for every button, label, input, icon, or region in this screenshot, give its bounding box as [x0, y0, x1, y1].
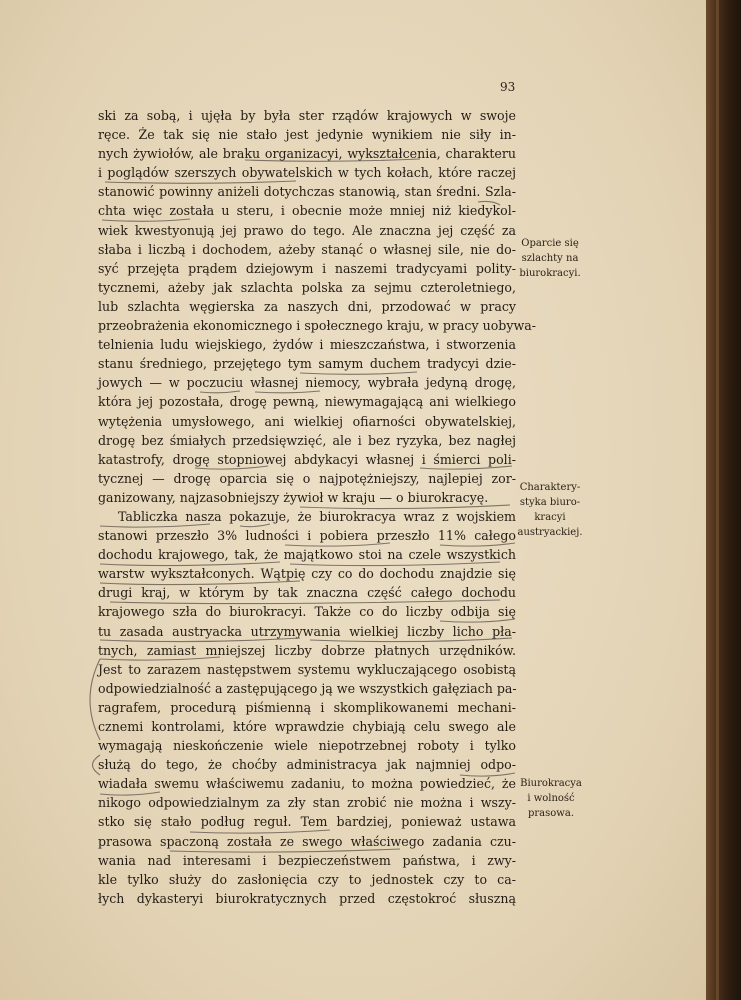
margin-note-line: Oparcie się: [521, 238, 579, 249]
text-line: chta więc została u steru, i obecnie może mniej niż kiedykol-: [98, 203, 516, 219]
text-line: wytężenia umysłowego, ani wielkiej ofiarności obywatelskiej,: [98, 413, 516, 429]
text-line: przeobrażenia ekonomicznego i społecznego kraju, w pracy uobywa-: [98, 318, 537, 334]
text-line: cznemi kontrolami, które wprawdzie chybiają celu swego ale: [98, 719, 516, 734]
margin-note-line: Charaktery-: [519, 482, 581, 493]
margin-note-line: biurokracyi.: [519, 268, 581, 279]
text-line: wania nad interesami i bezpieczeństwem państwa, i zwy-: [98, 852, 516, 868]
text-line: słaba i liczbą i dochodem, ażeby stanąć o własnej sile, nie do-: [98, 241, 516, 257]
text-line: dochodu krajowego, tak, że majątkowo stoi na czele wszystkich: [98, 547, 516, 563]
text-line: wymagają nieskończenie wiele niepotrzebnej roboty i tylko: [98, 738, 516, 754]
text-line: tycznej — drogę oparcia się o najpotężniejszy, najlepiej zor-: [98, 470, 516, 486]
text-line: wiek kwestyonują jej prawo do tego. Ale znaczna jej część za: [98, 222, 516, 238]
text-line: syć przejęta prądem dziejowym i naszemi tradycyami polity-: [98, 260, 516, 276]
text-line: kle tylko służy do zasłonięcia czy to jednostek czy to ca-: [98, 871, 516, 887]
margin-note-line: szlachty na: [521, 253, 579, 264]
paragraph-first-line: Tabliczka nasza pokazuje, że biurokracya wraz z wojskiem: [118, 508, 516, 524]
text-line: tycznemi, ażeby jak szlachta polska za sejmu czteroletniego,: [98, 279, 516, 295]
text-line: stanowić powinny aniżeli dotychczas stanowią, stan średni. Szla-: [98, 184, 516, 200]
text-line: która jej pozostała, drogę pewną, niewymagającą ani wielkiego: [98, 394, 516, 410]
text-line: katastrofy, drogę stopniowej abdykacyi własnej i śmierci poli-: [98, 451, 516, 467]
page-number: 93: [500, 80, 516, 94]
text-line: drugi kraj, w którym by tak znaczna część całego dochodu: [98, 585, 516, 601]
margin-note-line: kracyi: [534, 512, 566, 523]
margin-note-line: styka biuro-: [519, 497, 581, 508]
paragraph-last-line: ganizowany, najzasobniejszy żywioł w kraju — o biurokracyę.: [98, 489, 489, 505]
text-line: nikogo odpowiedzialnym za zły stan zrobić nie można i wszy-: [98, 795, 516, 811]
text-line: telnienia ludu wiejskiego, żydów i mieszczaństwa, i stworzenia: [98, 337, 516, 353]
text-line: wiadała swemu właściwemu zadaniu, to można powiedzieć, że: [98, 776, 516, 792]
text-line: służą do tego, że choćby administracya jak najmniej odpo-: [98, 757, 516, 773]
text-line: nych żywiołów, ale braku organizacyi, wykształcenia, charakteru: [98, 146, 516, 162]
margin-note-line: i wolność: [527, 793, 575, 804]
text-line: ski za sobą, i ujęła by była ster rządów krajowych w swoje: [98, 108, 516, 123]
text-line: tnych, zamiast mniejszej liczby dobrze płatnych urzędników.: [98, 642, 516, 658]
margin-note-line: Biurokracya: [520, 778, 582, 789]
text-line: drogę bez śmiałych przedsięwzięć, ale i bez ryzyka, bez nagłej: [98, 432, 516, 448]
text-line: stko się stało podług reguł. Tem bardziej, ponieważ ustawa: [98, 814, 516, 830]
text-line: krajowego szła do biurokracyi. Także co do liczby odbija się: [98, 604, 516, 620]
text-line: ragrafem, procedurą piśmienną i skomplikowanemi mechani-: [98, 699, 516, 715]
text-line: Jest to zarazem następstwem systemu wykluczającego osobistą: [98, 661, 516, 677]
book-binding: [706, 0, 741, 1000]
text-line: łych dykasteryi biurokratycznych przed częstokroć słuszną: [98, 890, 516, 906]
text-line: i poglądów szerszych obywatelskich w tych kołach, które raczej: [98, 165, 516, 181]
text-line: odpowiedzialność a zastępującego ją we wszystkich gałęziach pa-: [98, 680, 517, 696]
text-line: warstw wykształconych. Wątpię czy co do dochodu znajdzie się: [98, 566, 516, 582]
text-line: stanowi przeszło 3% ludności i pobiera przeszło 11% całego: [98, 528, 516, 544]
margin-note-line: prasowa.: [528, 808, 574, 819]
text-line: jowych — w poczuciu własnej niemocy, wybrała jedyną drogę,: [98, 375, 516, 391]
margin-note-line: austryackiej.: [517, 527, 583, 538]
text-line: tu zasada austryacka utrzymywania wielkiej liczby licho pła-: [98, 623, 516, 639]
text-line: ręce. Że tak się nie stało jest jedynie wynikiem nie siły in-: [98, 127, 516, 143]
text-line: lub szlachta węgierska za naszych dni, przodować w pracy: [98, 298, 516, 314]
text-line: stanu średniego, przejętego tym samym duchem tradycyi dzie-: [98, 356, 516, 372]
text-line: prasowa spaczoną została ze swego właściwego zadania czu-: [98, 833, 516, 849]
